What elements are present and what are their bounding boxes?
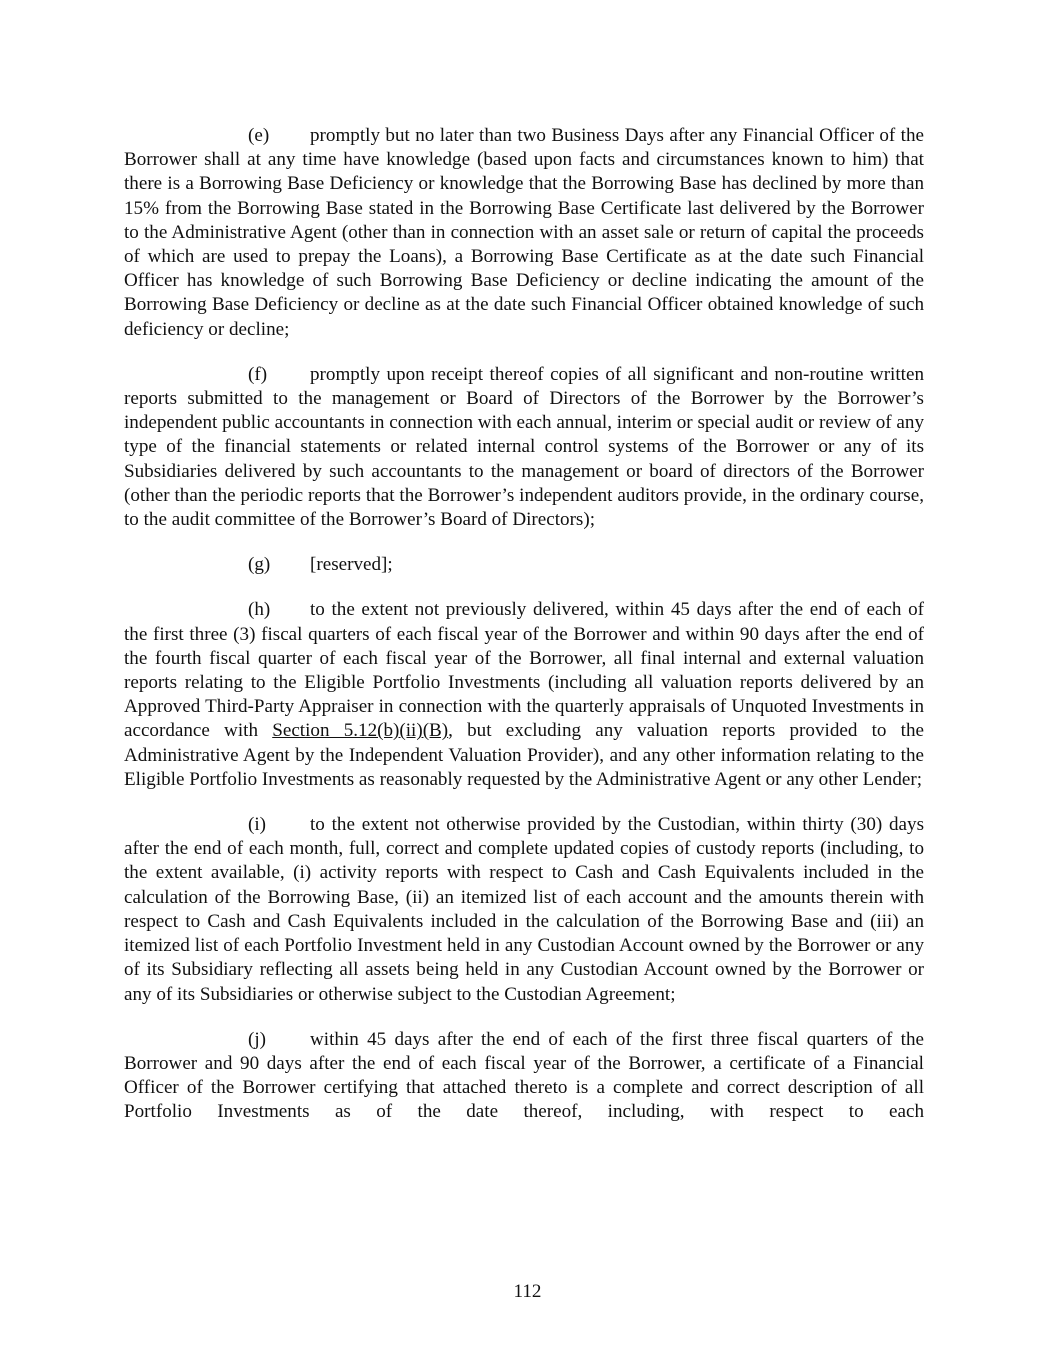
section-reference-link: Section 5.12(b)(ii)(B) [272, 720, 449, 742]
paragraph-label: (j) [248, 1028, 267, 1050]
paragraph-text: [reserved]; [310, 554, 393, 576]
paragraph-label: (g) [248, 554, 271, 576]
paragraph-e [124, 124, 924, 342]
paragraph-g [124, 553, 924, 577]
paragraph-j [124, 1028, 924, 1125]
paragraph-i [124, 813, 924, 1007]
paragraph-label: (h) [248, 599, 271, 621]
paragraph-label: (f) [248, 363, 268, 385]
page-number: 112 [513, 1281, 542, 1302]
paragraph-h [124, 598, 924, 792]
paragraph-text: within 45 days after the end of each of the first three fiscal quarters of the Borrower and 90 days after the end of each fiscal year of the Borrower, a certificate of a Financial Officer of the Borrower certifying that attached thereto is a complete and correct description of all Portfolio Investments as of the date thereof, including, with respect to each [124, 1028, 924, 1123]
paragraph-f [124, 363, 924, 532]
paragraph-text-before: to the extent not previously delivered, within 45 days after the end of each of the first three (3) fiscal quarters of each fiscal year of the Borrower and within 90 days after the end of the fourth fiscal quarter of each fiscal year of the Borrower, all final internal and external valuation reports relating to the Eligible Portfolio Investments (including all valuation reports delivered by an Approved Third-Party Appraiser in connection with the quarterly appraisals of Unquoted Investments in accordance with [124, 599, 924, 742]
paragraph-text: promptly upon receipt thereof copies of all significant and non-routine written reports submitted to the management or Board of Directors of the Borrower by the Borrower’s independent public accountants in connection with each annual, interim or special audit or review of any type of the financial statements or related internal control systems of the Borrower or any of its Subsidiaries delivered by such accountants to the management or board of directors of the Borrower (other than the periodic reports that the Borrower’s independent auditors provide, in the ordinary course, to the audit committee of the Borrower’s Board of Directors); [124, 363, 924, 531]
document-page [124, 124, 924, 1146]
paragraph-text: to the extent not otherwise provided by the Custodian, within thirty (30) days after the end of each month, full, correct and complete updated copies of custody reports (including, to the extent available, (i) activity reports with respect to Cash and Cash Equivalents included in the calculation of the Borrowing Base, (ii) an itemized list of each account and the amounts therein with respect to Cash and Cash Equivalents included in the calculation of the Borrowing Base and (iii) an itemized list of each Portfolio Investment held in any Custodian Account owned by the Borrower or any of its Subsidiary reflecting all assets being held in any Custodian Account owned by the Borrower or any of its Subsidiaries or otherwise subject to the Custodian Agreement; [124, 814, 924, 1005]
paragraph-text: promptly but no later than two Business Days after any Financial Officer of the Borrower shall at any time have knowledge (based upon facts and circumstances known to him) that there is a Borrowing Base Deficiency or knowledge that the Borrowing Base has declined by more than 15% from the Borrowing Base stated in the Borrowing Base Certificate last delivered by the Borrower to the Administrative Agent (other than in connection with an asset sale or return of capital the proceeds of which are used to prepay the Loans), a Borrowing Base Certificate as at the date such Financial Officer has knowledge of such Borrowing Base Deficiency or decline indicating the amount of the Borrowing Base Deficiency or decline as at the date such Financial Officer obtained knowledge of such deficiency or decline; [124, 125, 924, 340]
paragraph-text-after: , but excluding any valuation reports provided to the Administrative Agent by the Independent Valuation Provider), and any other information relating to the Eligible Portfolio Investments as reasonably requested by the Administrative Agent or any other Lender; [124, 720, 924, 790]
paragraph-label: (i) [248, 814, 267, 836]
paragraph-label: (e) [248, 125, 270, 146]
